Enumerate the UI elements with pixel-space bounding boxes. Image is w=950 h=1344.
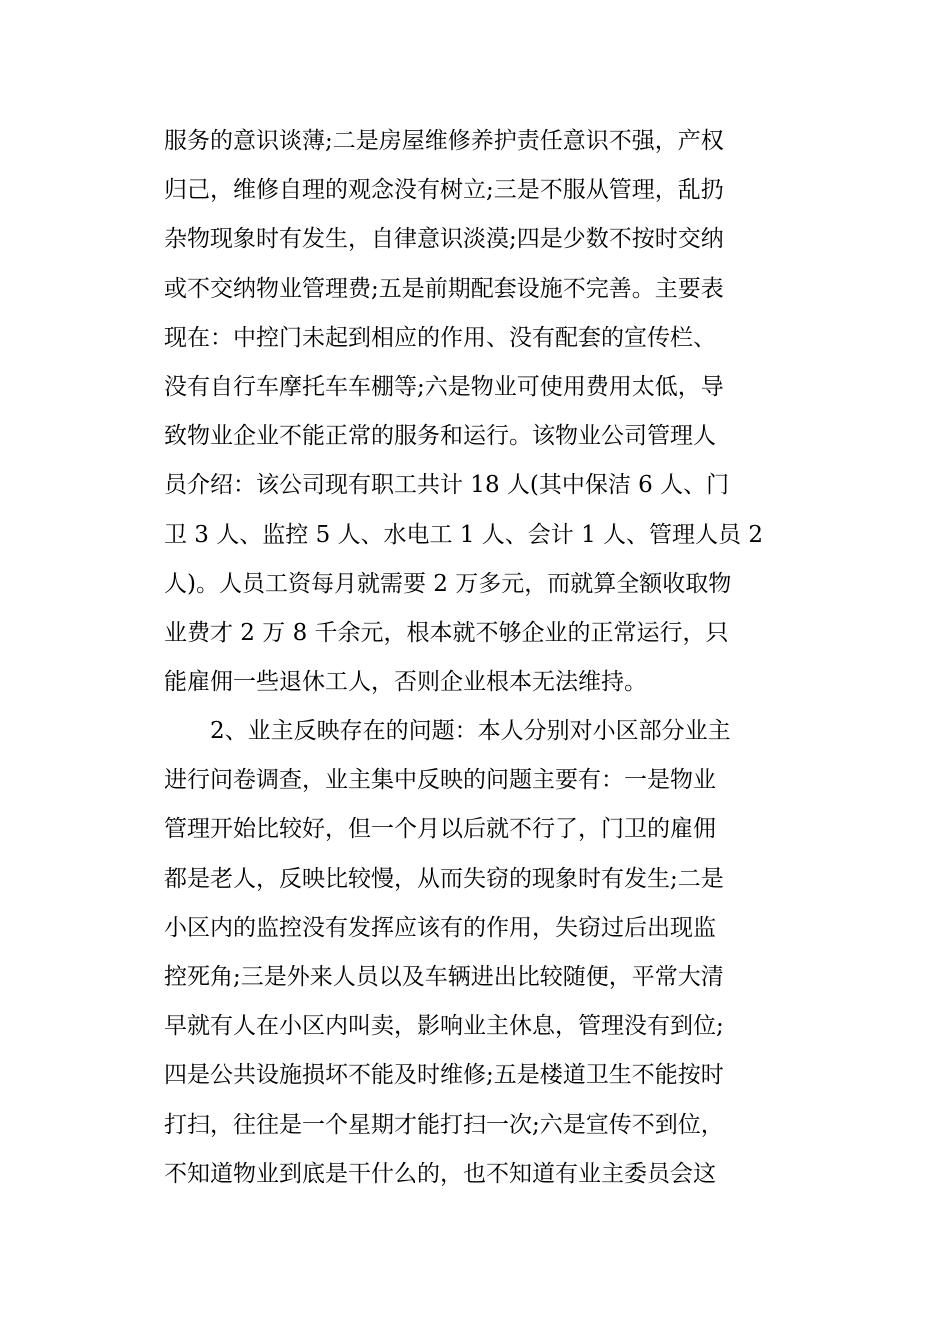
text-line: 员介绍：该公司现有职工共计 18 人(其中保洁 6 人、门 — [164, 472, 730, 499]
paragraph-2 — [164, 707, 794, 1199]
paragraph-1 — [164, 117, 794, 707]
text-line: 进行问卷调查，业主集中反映的问题主要有：一是物业 — [164, 767, 716, 794]
text-line: 没有自行车摩托车车棚等;六是物业可使用费用太低，导 — [164, 373, 724, 400]
text-line: 四是公共设施损坏不能及时维修;五是楼道卫生不能按时 — [164, 1062, 724, 1089]
text-line: 或不交纳物业管理费;五是前期配套设施不完善。主要表 — [164, 275, 724, 302]
text-line: 小区内的监控没有发挥应该有的作用，失窃过后出现监 — [164, 914, 716, 941]
text-line: 人)。人员工资每月就需要 2 万多元，而就算全额收取物 — [164, 570, 732, 597]
text-line: 卫 3 人、监控 5 人、水电工 1 人、会计 1 人、管理人员 2 — [164, 521, 763, 548]
text-line: 打扫，往往是一个星期才能打扫一次;六是宣传不到位， — [164, 1111, 724, 1138]
text-line: 早就有人在小区内叫卖，影响业主休息，管理没有到位; — [164, 1013, 724, 1040]
text-line: 都是老人，反映比较慢，从而失窃的现象时有发生;二是 — [164, 865, 724, 892]
text-line: 现在：中控门未起到相应的作用、没有配套的宣传栏、 — [164, 324, 716, 351]
text-line: 管理开始比较好，但一个月以后就不行了，门卫的雇佣 — [164, 816, 716, 843]
text-line: 能雇佣一些退休工人，否则企业根本无法维持。 — [164, 669, 647, 696]
text-line: 服务的意识谈薄;二是房屋维修养护责任意识不强，产权 — [164, 128, 724, 154]
text-line: 致物业企业不能正常的服务和运行。该物业公司管理人 — [164, 423, 716, 450]
text-line: 控死角;三是外来人员以及车辆进出比较随便，平常大清 — [164, 963, 724, 990]
text-line: 归己，维修自理的观念没有树立;三是不服从管理，乱扔 — [164, 177, 724, 204]
text-line: 业费才 2 万 8 千余元，根本就不够企业的正常运行，只 — [164, 619, 729, 646]
text-line: 杂物现象时有发生，自律意识淡漠;四是少数不按时交纳 — [164, 226, 724, 253]
text-line: 2、业主反映存在的问题：本人分别对小区部分业主 — [210, 718, 731, 744]
text-line: 不知道物业到底是干什么的，也不知道有业主委员会这 — [164, 1160, 716, 1187]
